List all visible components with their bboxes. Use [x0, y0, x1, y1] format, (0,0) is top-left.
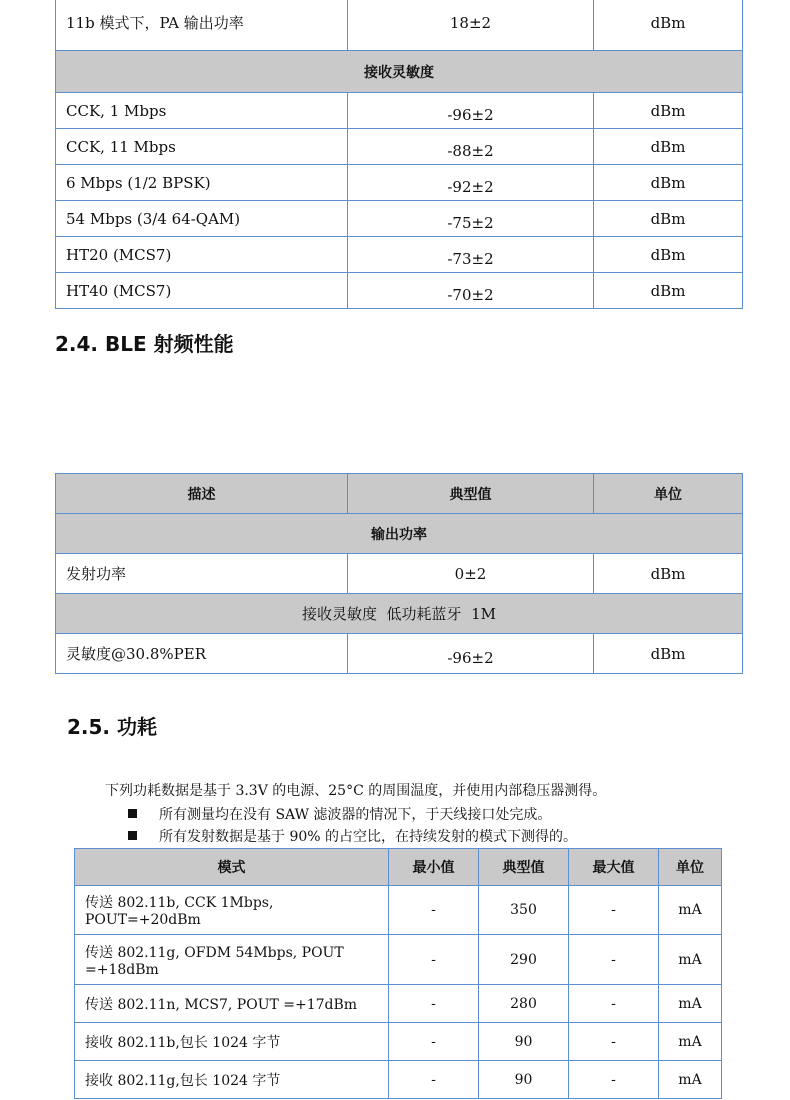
- table-row: [56, 634, 743, 674]
- section-row: [56, 514, 743, 554]
- table-row: [56, 201, 743, 237]
- param-cell: 54 Mbps (3/4 64-QAM): [56, 201, 348, 237]
- header-row: [75, 849, 722, 886]
- mode-cell: [75, 886, 389, 935]
- min-cell: -: [389, 1061, 479, 1099]
- unit-cell: mA: [659, 935, 722, 985]
- power-section-heading: 2.5. 功耗: [67, 715, 157, 739]
- section-row: [56, 51, 743, 93]
- table-row: [56, 273, 743, 309]
- unit-cell: mA: [659, 886, 722, 935]
- unit-cell: dBm: [594, 273, 743, 309]
- param-cell: 灵敏度@30.8%PER: [56, 634, 348, 674]
- typ-cell: 280: [479, 985, 569, 1023]
- min-cell: -: [389, 1023, 479, 1061]
- param-cell: CCK, 11 Mbps: [56, 129, 348, 165]
- unit-cell: mA: [659, 1061, 722, 1099]
- power-table: [74, 848, 722, 1099]
- param-cell: 6 Mbps (1/2 BPSK): [56, 165, 348, 201]
- max-cell: -: [569, 1061, 659, 1099]
- wifi-rf-table: [55, 0, 743, 309]
- table-row: [75, 1023, 722, 1061]
- square-bullet-icon: [128, 831, 137, 840]
- table-row: [56, 237, 743, 273]
- table-row: [56, 0, 743, 51]
- typ-cell: 290: [479, 935, 569, 985]
- max-cell: -: [569, 886, 659, 935]
- unit-cell: dBm: [594, 634, 743, 674]
- mode-cell: 接收 802.11g,包长 1024 字节: [75, 1061, 389, 1099]
- section-title: 接收灵敏度 低功耗蓝牙 1M: [56, 594, 743, 634]
- param-cell: HT40 (MCS7): [56, 273, 348, 309]
- param-cell: HT20 (MCS7): [56, 237, 348, 273]
- typ-cell: 90: [479, 1061, 569, 1099]
- unit-cell: dBm: [594, 201, 743, 237]
- header-cell: 典型值: [479, 849, 569, 886]
- mode-cell: 接收 802.11b,包长 1024 字节: [75, 1023, 389, 1061]
- table-row: [75, 1061, 722, 1099]
- unit-cell: dBm: [594, 237, 743, 273]
- mode-line: 传送 802.11b, CCK 1Mbps,: [85, 895, 274, 911]
- typ-cell: -88±2: [447, 141, 494, 160]
- section-title: 输出功率: [56, 514, 743, 554]
- mode-cell: [75, 935, 389, 985]
- header-row: [56, 474, 743, 514]
- table-row: [75, 886, 722, 935]
- power-intro-text: 下列功耗数据是基于 3.3V 的电源、25°C 的周围温度，并使用内部稳压器测得。: [105, 783, 607, 799]
- mode-line: =+18dBm: [85, 961, 159, 978]
- unit-cell: dBm: [594, 129, 743, 165]
- unit-cell: mA: [659, 985, 722, 1023]
- table-row: [56, 165, 743, 201]
- mode-line: 传送 802.11g, OFDM 54Mbps, POUT: [85, 944, 344, 961]
- section-row: [56, 594, 743, 634]
- bullet-item: [128, 804, 551, 824]
- unit-cell: dBm: [594, 165, 743, 201]
- typ-cell: -75±2: [447, 213, 494, 232]
- max-cell: -: [569, 985, 659, 1023]
- unit-cell: mA: [659, 1023, 722, 1061]
- section-title: 接收灵敏度: [56, 51, 743, 93]
- unit-cell: dBm: [594, 93, 743, 129]
- unit-cell: dBm: [594, 0, 743, 51]
- header-cell: 最大值: [569, 849, 659, 886]
- ble-rf-table: [55, 473, 743, 674]
- header-cell: 单位: [659, 849, 722, 886]
- unit-cell: dBm: [594, 554, 743, 594]
- mode-cell: 传送 802.11n, MCS7, POUT =+17dBm: [75, 985, 389, 1023]
- param-cell: 11b 模式下，PA 输出功率: [56, 0, 348, 51]
- table-row: [56, 129, 743, 165]
- typ-cell: 90: [479, 1023, 569, 1061]
- typ-cell: -73±2: [447, 249, 494, 268]
- table-row: [75, 985, 722, 1023]
- bullet-text: 所有发射数据是基于 90% 的占空比，在持续发射的模式下测得的。: [159, 829, 578, 845]
- typ-cell: -96±2: [447, 648, 494, 667]
- header-cell: 最小值: [389, 849, 479, 886]
- header-cell: 模式: [75, 849, 389, 886]
- ble-section-heading: 2.4. BLE 射频性能: [55, 332, 234, 356]
- param-cell: CCK, 1 Mbps: [56, 93, 348, 129]
- header-cell: 描述: [56, 474, 348, 514]
- bullet-text: 所有测量均在没有 SAW 滤波器的情况下，于天线接口处完成。: [159, 807, 552, 823]
- square-bullet-icon: [128, 809, 137, 818]
- typ-cell: 0±2: [348, 554, 594, 594]
- table-row: [56, 93, 743, 129]
- min-cell: -: [389, 985, 479, 1023]
- table-row: [56, 554, 743, 594]
- min-cell: -: [389, 886, 479, 935]
- header-cell: 典型值: [348, 474, 594, 514]
- param-cell: 发射功率: [56, 554, 348, 594]
- typ-cell: 350: [479, 886, 569, 935]
- mode-line: POUT=+20dBm: [85, 912, 201, 928]
- table-row: [75, 935, 722, 985]
- typ-cell: -92±2: [447, 177, 494, 196]
- typ-cell: -96±2: [447, 105, 494, 124]
- typ-cell: -70±2: [447, 285, 494, 304]
- header-cell: 单位: [594, 474, 743, 514]
- typ-cell: 18±2: [348, 0, 594, 51]
- max-cell: -: [569, 935, 659, 985]
- min-cell: -: [389, 935, 479, 985]
- max-cell: -: [569, 1023, 659, 1061]
- bullet-item: [128, 826, 577, 846]
